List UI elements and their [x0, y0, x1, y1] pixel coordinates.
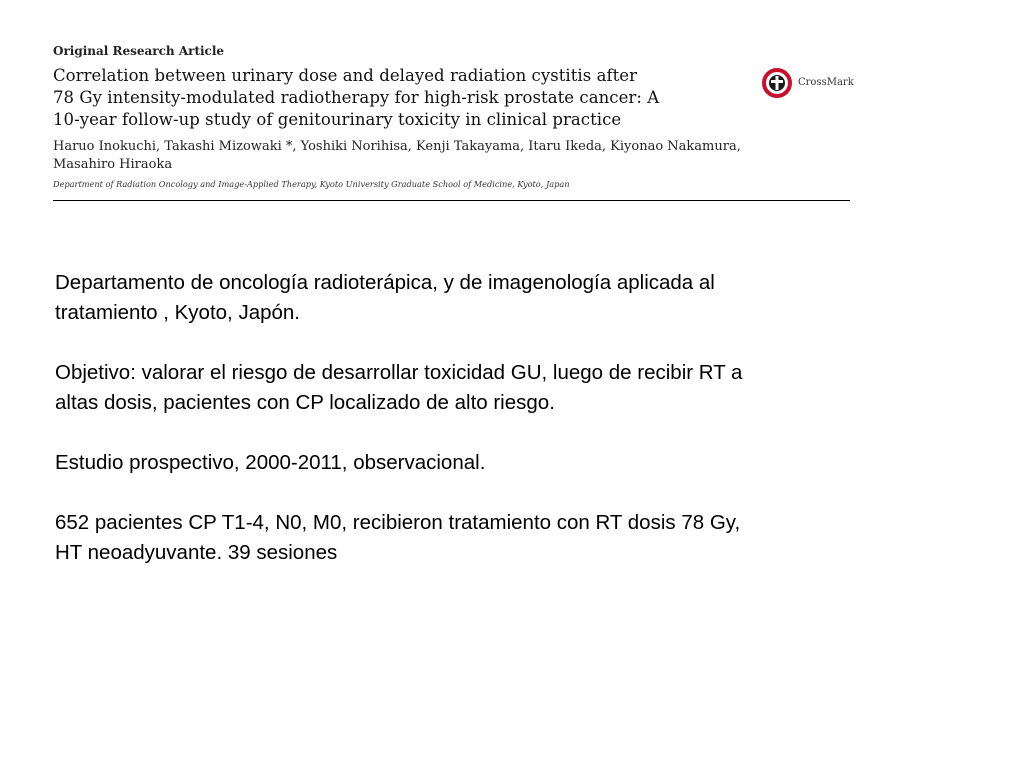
- text-line: Estudio prospectivo, 2000-2011, observacional.: [55, 451, 486, 474]
- article-authors-line: Masahiro Hiraoka: [53, 157, 173, 172]
- text-line: 652 pacientes CP T1-4, N0, M0, recibieron tratamiento con RT dosis 78 Gy,: [55, 511, 741, 534]
- text-line: tratamiento , Kyoto, Japón.: [55, 301, 300, 324]
- text-line: Objetivo: valorar el riesgo de desarrollar toxicidad GU, luego de recibir RT a: [55, 361, 743, 384]
- article-title-line: 10-year follow-up study of genitourinary toxicity in clinical practice: [53, 110, 622, 129]
- article-title: [53, 65, 753, 131]
- text-line: altas dosis, pacientes con CP localizado de alto riesgo.: [55, 391, 555, 414]
- slide-body: [55, 268, 855, 598]
- article-header-image: [53, 40, 854, 202]
- crossmark-label: CrossMark: [798, 77, 854, 88]
- text-line: HT neoadyuvante. 39 sesiones: [55, 541, 338, 564]
- text-line: Departamento de oncología radioterápica, y de imagenología aplicada al: [55, 271, 715, 294]
- paragraph-study-type: [55, 448, 855, 478]
- article-authors: [53, 138, 843, 174]
- header-divider: [53, 200, 850, 201]
- paragraph-objective: [55, 358, 855, 418]
- crossmark-badge: [762, 66, 852, 100]
- article-title-line: Correlation between urinary dose and delayed radiation cystitis after: [53, 66, 638, 85]
- paragraph-patients: [55, 508, 855, 568]
- article-title-line: 78 Gy intensity-modulated radiotherapy for high-risk prostate cancer: A: [53, 88, 660, 107]
- paragraph-department: [55, 268, 855, 328]
- article-affiliation: Department of Radiation Oncology and Image-Applied Therapy, Kyoto University Graduate School of Medicine, Kyoto, Japan: [53, 179, 570, 189]
- article-type-label: Original Research Article: [53, 44, 225, 58]
- article-authors-line: Haruo Inokuchi, Takashi Mizowaki *, Yoshiki Norihisa, Kenji Takayama, Itaru Ikeda, Kiyonao Nakamura,: [53, 139, 741, 154]
- crossmark-icon: [762, 68, 792, 98]
